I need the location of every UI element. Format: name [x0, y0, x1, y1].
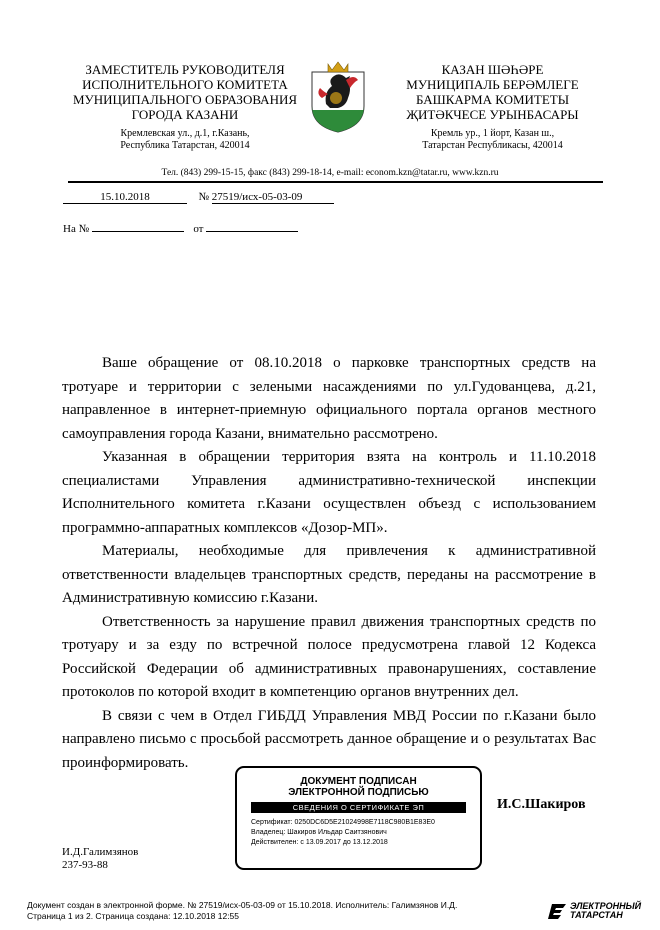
org-title-line: МУНИЦИПАЛЬНОГО ОБРАЗОВАНИЯ: [72, 92, 298, 107]
electronic-signature-stamp: [235, 766, 482, 870]
org-title-line: ЗАМЕСТИТЕЛЬ РУКОВОДИТЕЛЯ: [85, 62, 285, 77]
org-title-line: ИСПОЛНИТЕЛЬНОГО КОМИТЕТА: [82, 77, 288, 92]
stamp-cert-header: СВЕДЕНИЯ О СЕРТИФИКАТЕ ЭП: [251, 802, 466, 813]
page-footer: [27, 900, 457, 922]
org-title-ru: [55, 62, 315, 122]
body-paragraph: Ответственность за нарушение правил движения транспортных средств по тротуару и за езду по встречной полосе предусмотрена главой 12 Кодекса Российской Федерации об административных правонарушениях, составление протоколов по которой входит в компетенцию органов внутренних дел.: [62, 613, 596, 700]
header-right: [385, 62, 600, 152]
signer-name: И.С.Шакиров: [497, 797, 586, 812]
registration-number: 27519/исх-05-03-09: [212, 191, 334, 204]
body-paragraph: Ваше обращение от 08.10.2018 о парковке транспортных средств на тротуаре и территории с зелеными насаждениями по ул.Гудованцева, д.21, направленное в интернет-приемную официального портала органов местного самоуправления города Казани, внимательно рассмотрено.: [62, 355, 596, 442]
electronic-tatarstan-logo: [548, 902, 641, 920]
reference-line: [63, 221, 298, 235]
na-field: [92, 221, 184, 232]
org-title-line: КАЗАН ШӘҺӘРЕ: [441, 62, 544, 77]
address-line: Республика Татарстан, 420014: [120, 140, 250, 151]
executor-info: [62, 846, 138, 872]
ot-label: от: [193, 223, 204, 235]
org-address-ru: [55, 128, 315, 152]
registration-date: 15.10.2018: [63, 191, 187, 204]
stamp-certificate: Сертификат: 0250DC6D5E21024998E7118C980B1E83E0: [251, 819, 435, 826]
header-divider: [68, 181, 603, 183]
logo-text-2: ТАТАРСТАН: [570, 910, 623, 920]
letter-body: [62, 352, 596, 775]
executor-name: И.Д.Галимзянов: [62, 846, 139, 858]
logo-mark-icon: [548, 902, 568, 922]
body-paragraph: Указанная в обращении территория взята на контроль и 11.10.2018 специалистами Управления административно-технической инспекции Исполнительного комитета г.Казани осуществлен объезд с использованием программно-аппаратных комплексов «Дозор-МП».: [62, 449, 596, 536]
footer-line: Документ создан в электронной форме. № 27519/исх-05-03-09 от 15.10.2018. Исполнитель: Галимзянов И.Д.: [27, 900, 458, 910]
org-address-tt: [385, 128, 600, 152]
stamp-validity: Действителен: с 13.09.2017 до 13.12.2018: [251, 839, 388, 846]
logo-text-1: ЭЛЕКТРОННЫЙ: [570, 901, 642, 911]
address-line: Кремлевская ул., д.1, г.Казань,: [120, 128, 250, 139]
footer-line: Страница 1 из 2. Страница создана: 12.10.2018 12:55: [27, 911, 240, 921]
ot-field: [206, 221, 298, 232]
address-line: Татарстан Республикасы, 420014: [422, 140, 563, 151]
stamp-owner: Владелец: Шакиров Ильдар Саитзянович: [251, 829, 387, 836]
address-line: Кремль ур., 1 йорт, Казан ш.,: [430, 128, 555, 139]
stamp-title: [237, 776, 480, 798]
body-paragraph: Материалы, необходимые для привлечения к административной ответственности владельцев транспортных средств, переданы на рассмотрение в Административную комиссию г.Казани.: [62, 543, 596, 606]
na-label: На №: [63, 223, 90, 235]
org-title-line: МУНИЦИПАЛЬ БЕРӘМЛЕГЕ: [406, 77, 579, 92]
kazan-coat-of-arms-icon: [306, 58, 370, 134]
stamp-title-line: ДОКУМЕНТ ПОДПИСАН: [300, 776, 417, 787]
contacts-line: Тел. (843) 299-15-15, факс (843) 299-18-14, e-mail: econom.kzn@tatar.ru, www.kzn.ru: [161, 168, 499, 178]
registration-line: [63, 191, 334, 204]
number-sign: №: [198, 191, 209, 203]
org-title-line: ҖИТӘКЧЕСЕ УРЫНБАСАРЫ: [406, 107, 579, 122]
org-title-line: БАШКАРМА КОМИТЕТЫ: [415, 92, 570, 107]
stamp-title-line: ЭЛЕКТРОННОЙ ПОДПИСЬЮ: [288, 787, 429, 798]
org-title-tt: [385, 62, 600, 122]
header-left: [55, 62, 315, 152]
body-paragraph: В связи с чем в Отдел ГИБДД Управления МВД России по г.Казани было направлено письмо с просьбой рассмотреть данное обращение и о результатах Вас проинформировать.: [62, 707, 596, 771]
org-title-line: ГОРОДА КАЗАНИ: [131, 107, 239, 122]
executor-phone: 237-93-88: [62, 859, 108, 871]
